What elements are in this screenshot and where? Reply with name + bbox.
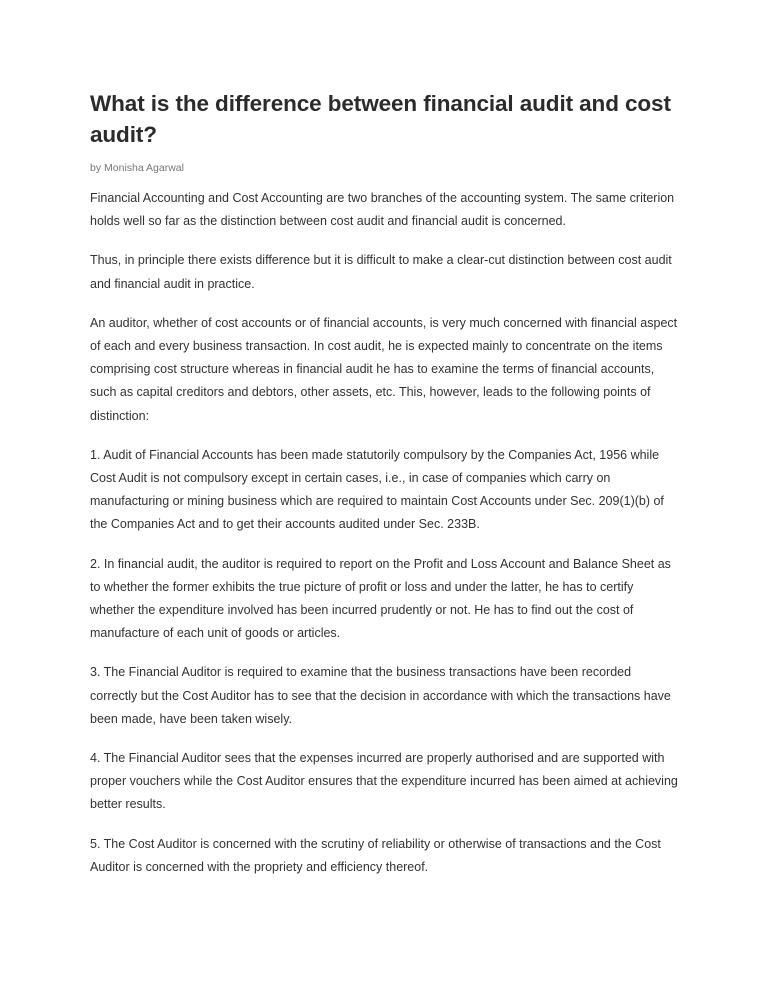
paragraph-point-3: 3. The Financial Auditor is required to examine that the business transactions have been recorded correctly but the Cost Auditor has to see that the decision in accordance with which the transactions have been made, have been taken wisely.	[90, 665, 671, 726]
paragraph-principle: Thus, in principle there exists difference but it is difficult to make a clear-cut distinction between cost audit and financial audit in practice.	[90, 253, 672, 291]
paragraph-point-5: 5. The Cost Auditor is concerned with the scrutiny of reliability or otherwise of transactions and the Cost Auditor is concerned with the propriety and efficiency thereof.	[90, 836, 661, 874]
paragraph-auditor: An auditor, whether of cost accounts or of financial accounts, is very much concerned with financial aspect of each and every business transaction. In cost audit, he is expected mainly to concentrate on the items comprising cost structure whereas in financial audit he has to examine the terms of financial accounts, such as capital creditors and debtors, other assets, etc. This, however, leads to the following points of distinction:	[90, 315, 678, 423]
byline	[90, 161, 680, 175]
byline-prefix: by	[90, 162, 102, 174]
paragraph-point-2: 2. In financial audit, the auditor is required to report on the Profit and Loss Account and Balance Sheet as to whether the former exhibits the true picture of profit or loss and under the latter, he has to certify whether the expenditure involved has been incurred prudently or not. He has to find out the cost of manufacture of each unit of goods or articles.	[90, 556, 671, 641]
paragraph-intro: Financial Accounting and Cost Accounting are two branches of the accounting system. The same criterion holds well so far as the distinction between cost audit and financial audit is concerned.	[90, 191, 675, 229]
paragraph-point-1: 1. Audit of Financial Accounts has been made statutorily compulsory by the Companies Act, 1956 while Cost Audit is not compulsory except in certain cases, i.e., in case of companies which carry on manufacturing or mining business which are required to maintain Cost Accounts under Sec. 209(1)(b) of the Companies Act and to get their accounts audited under Sec. 233B.	[90, 447, 664, 532]
paragraph-point-4: 4. The Financial Auditor sees that the expenses incurred are properly authorised and are supported with proper vouchers while the Cost Auditor ensures that the expenditure incurred has been aimed at achieving better results.	[90, 751, 678, 812]
document-page	[90, 88, 680, 879]
author-name: Monisha Agarwal	[104, 162, 184, 174]
article-title: What is the difference between financial audit and cost audit?	[90, 91, 671, 147]
article-body	[90, 187, 680, 879]
